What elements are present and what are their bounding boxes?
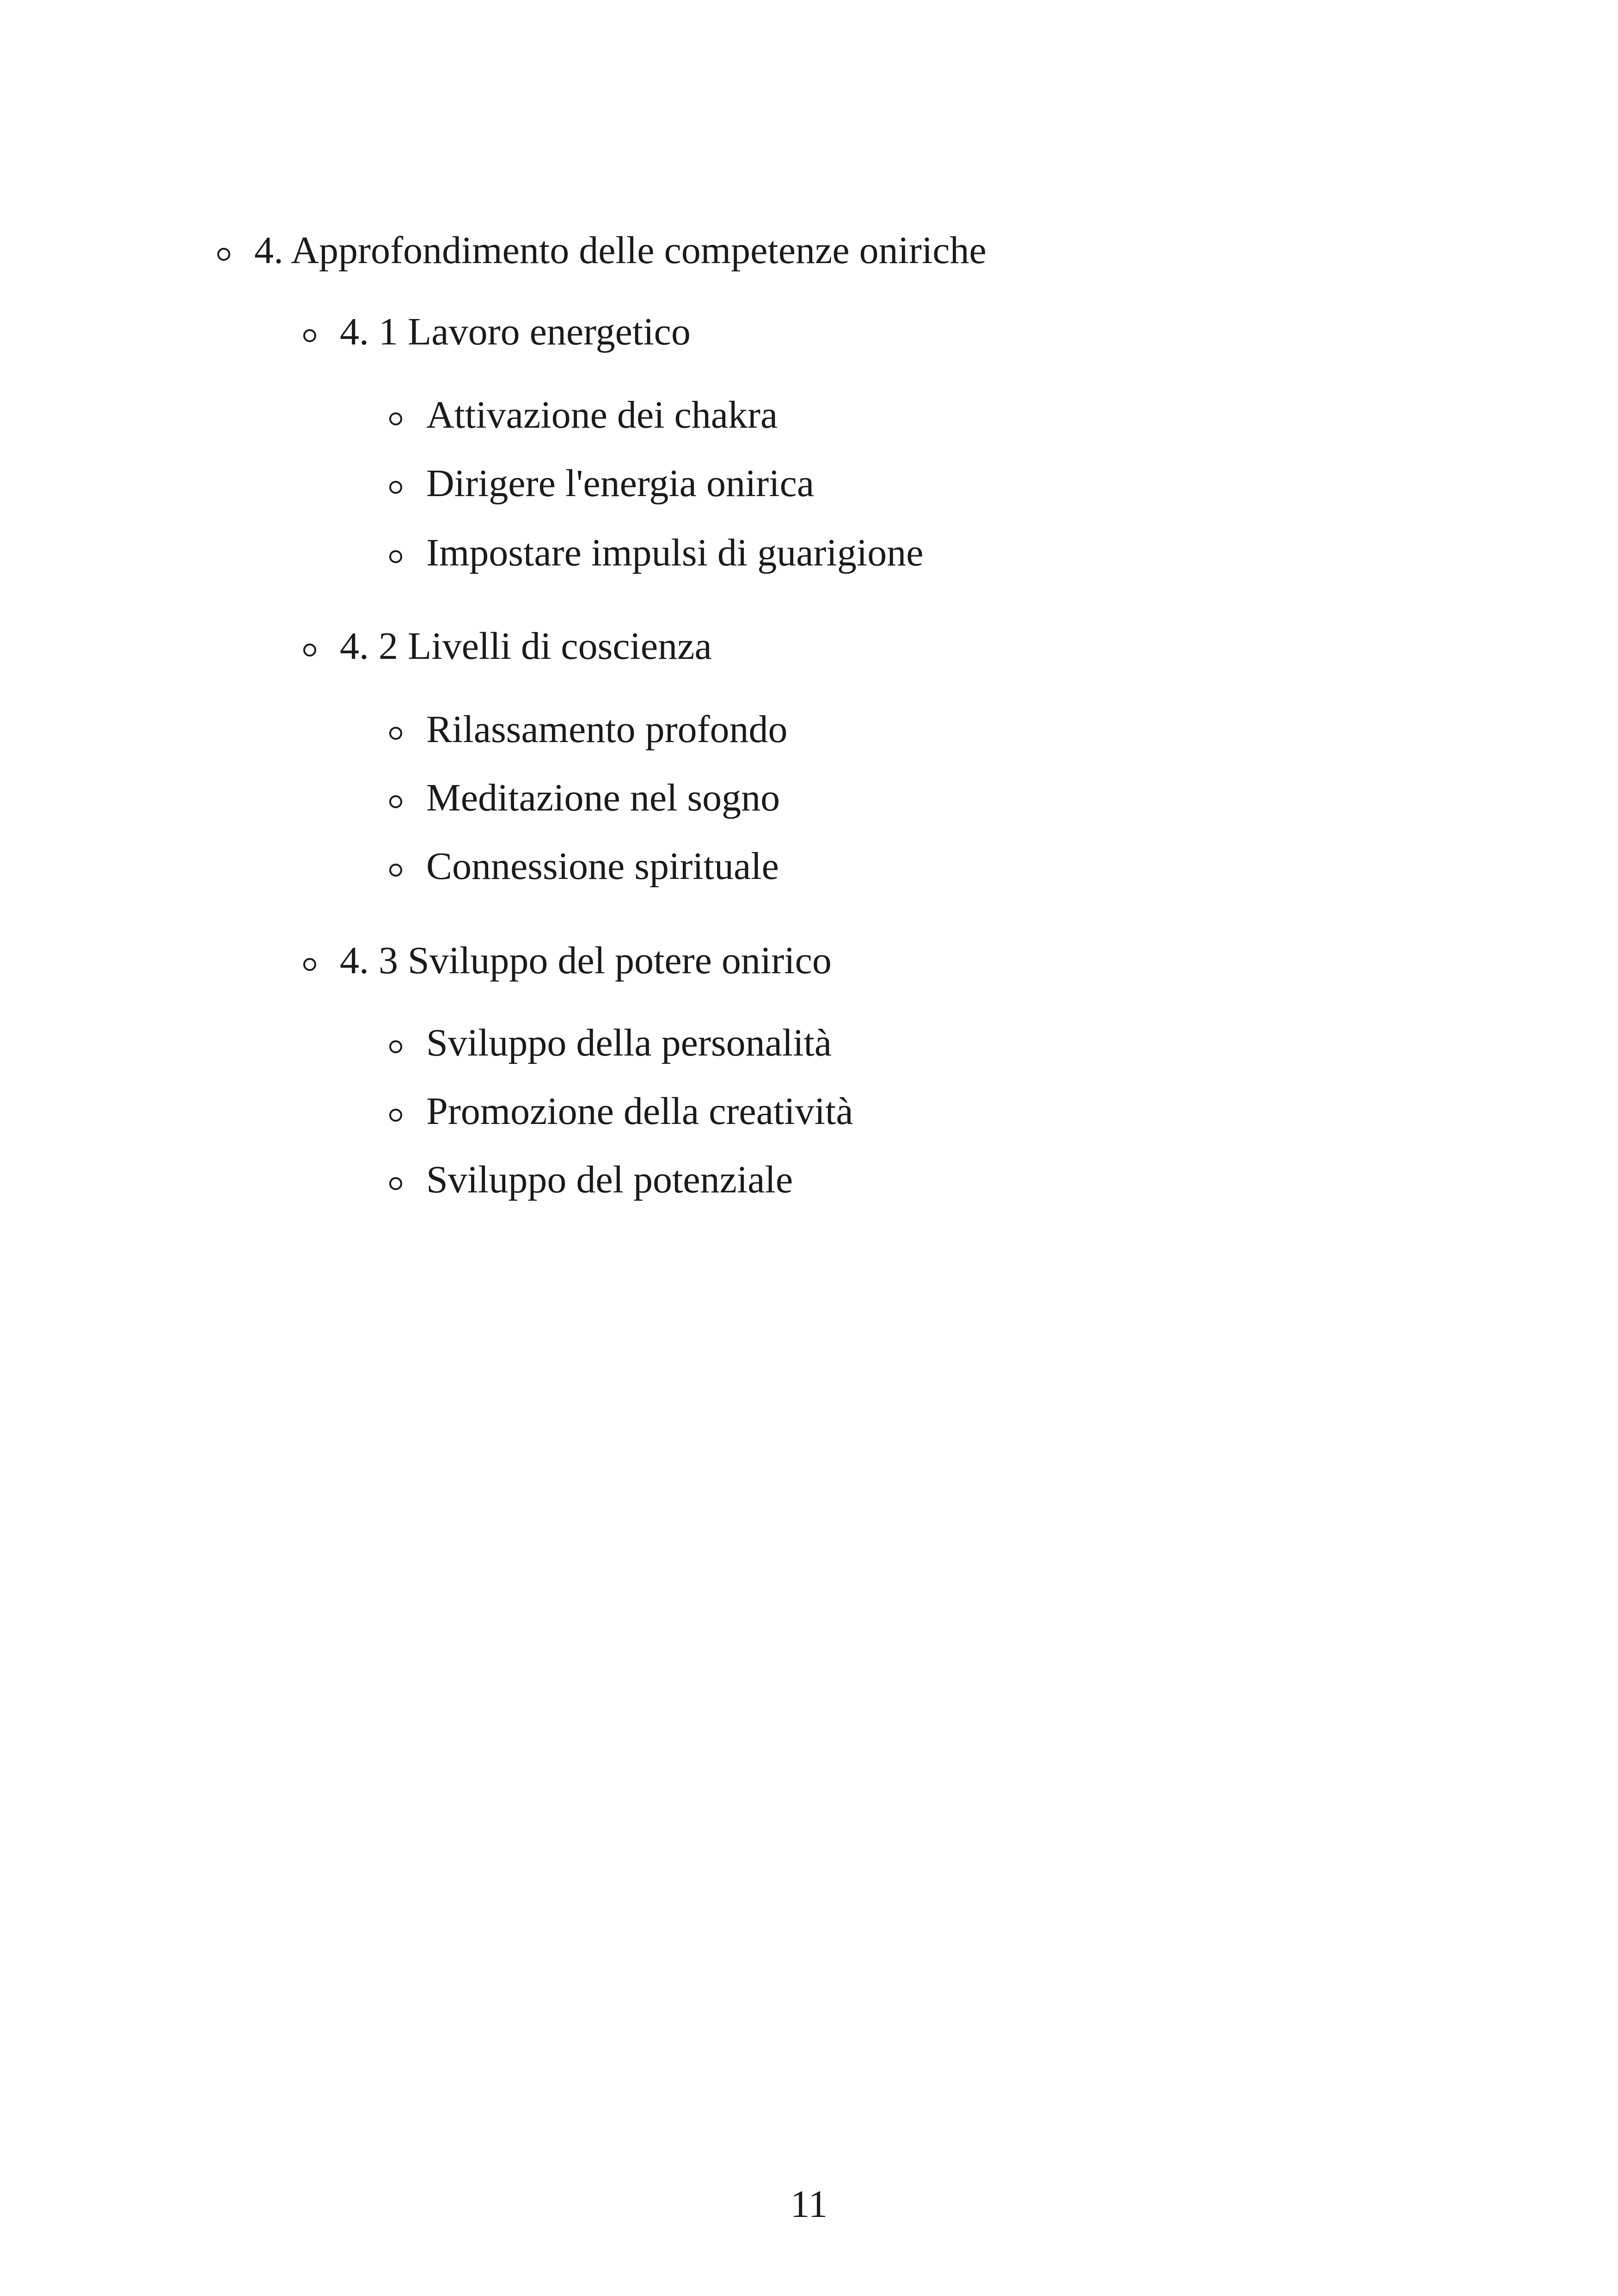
section-title: 4. 1 Lavoro energetico	[340, 310, 691, 353]
bullet-icon	[389, 795, 402, 808]
section-title: 4. 3 Sviluppo del potere onirico	[340, 939, 832, 982]
list-item: Promozione della creatività	[426, 1090, 853, 1133]
page-number: 11	[790, 2183, 828, 2226]
list-item: Connessione spirituale	[426, 845, 779, 888]
bullet-icon	[389, 550, 402, 563]
section-title: 4. 2 Livelli di coscienza	[340, 625, 712, 668]
bullet-icon	[389, 864, 402, 877]
list-item: Impostare impulsi di guarigione	[426, 531, 924, 574]
bullet-icon	[389, 1040, 402, 1053]
outline-heading: 4. Approfondimento delle competenze oniriche	[254, 229, 987, 272]
list-item: Sviluppo della personalità	[426, 1021, 832, 1064]
bullet-icon	[389, 727, 402, 740]
bullet-icon	[303, 329, 316, 342]
bullet-icon	[389, 481, 402, 494]
list-item: Meditazione nel sogno	[426, 776, 780, 819]
list-item: Rilassamento profondo	[426, 708, 788, 751]
list-item: Attivazione dei chakra	[426, 393, 778, 436]
bullet-icon	[303, 644, 316, 657]
bullet-icon	[389, 1177, 402, 1190]
bullet-icon	[217, 248, 230, 261]
bullet-icon	[389, 1109, 402, 1122]
list-item: Sviluppo del potenziale	[426, 1158, 793, 1201]
bullet-icon	[389, 412, 402, 425]
list-item: Dirigere l'energia onirica	[426, 462, 815, 505]
bullet-icon	[303, 958, 316, 971]
